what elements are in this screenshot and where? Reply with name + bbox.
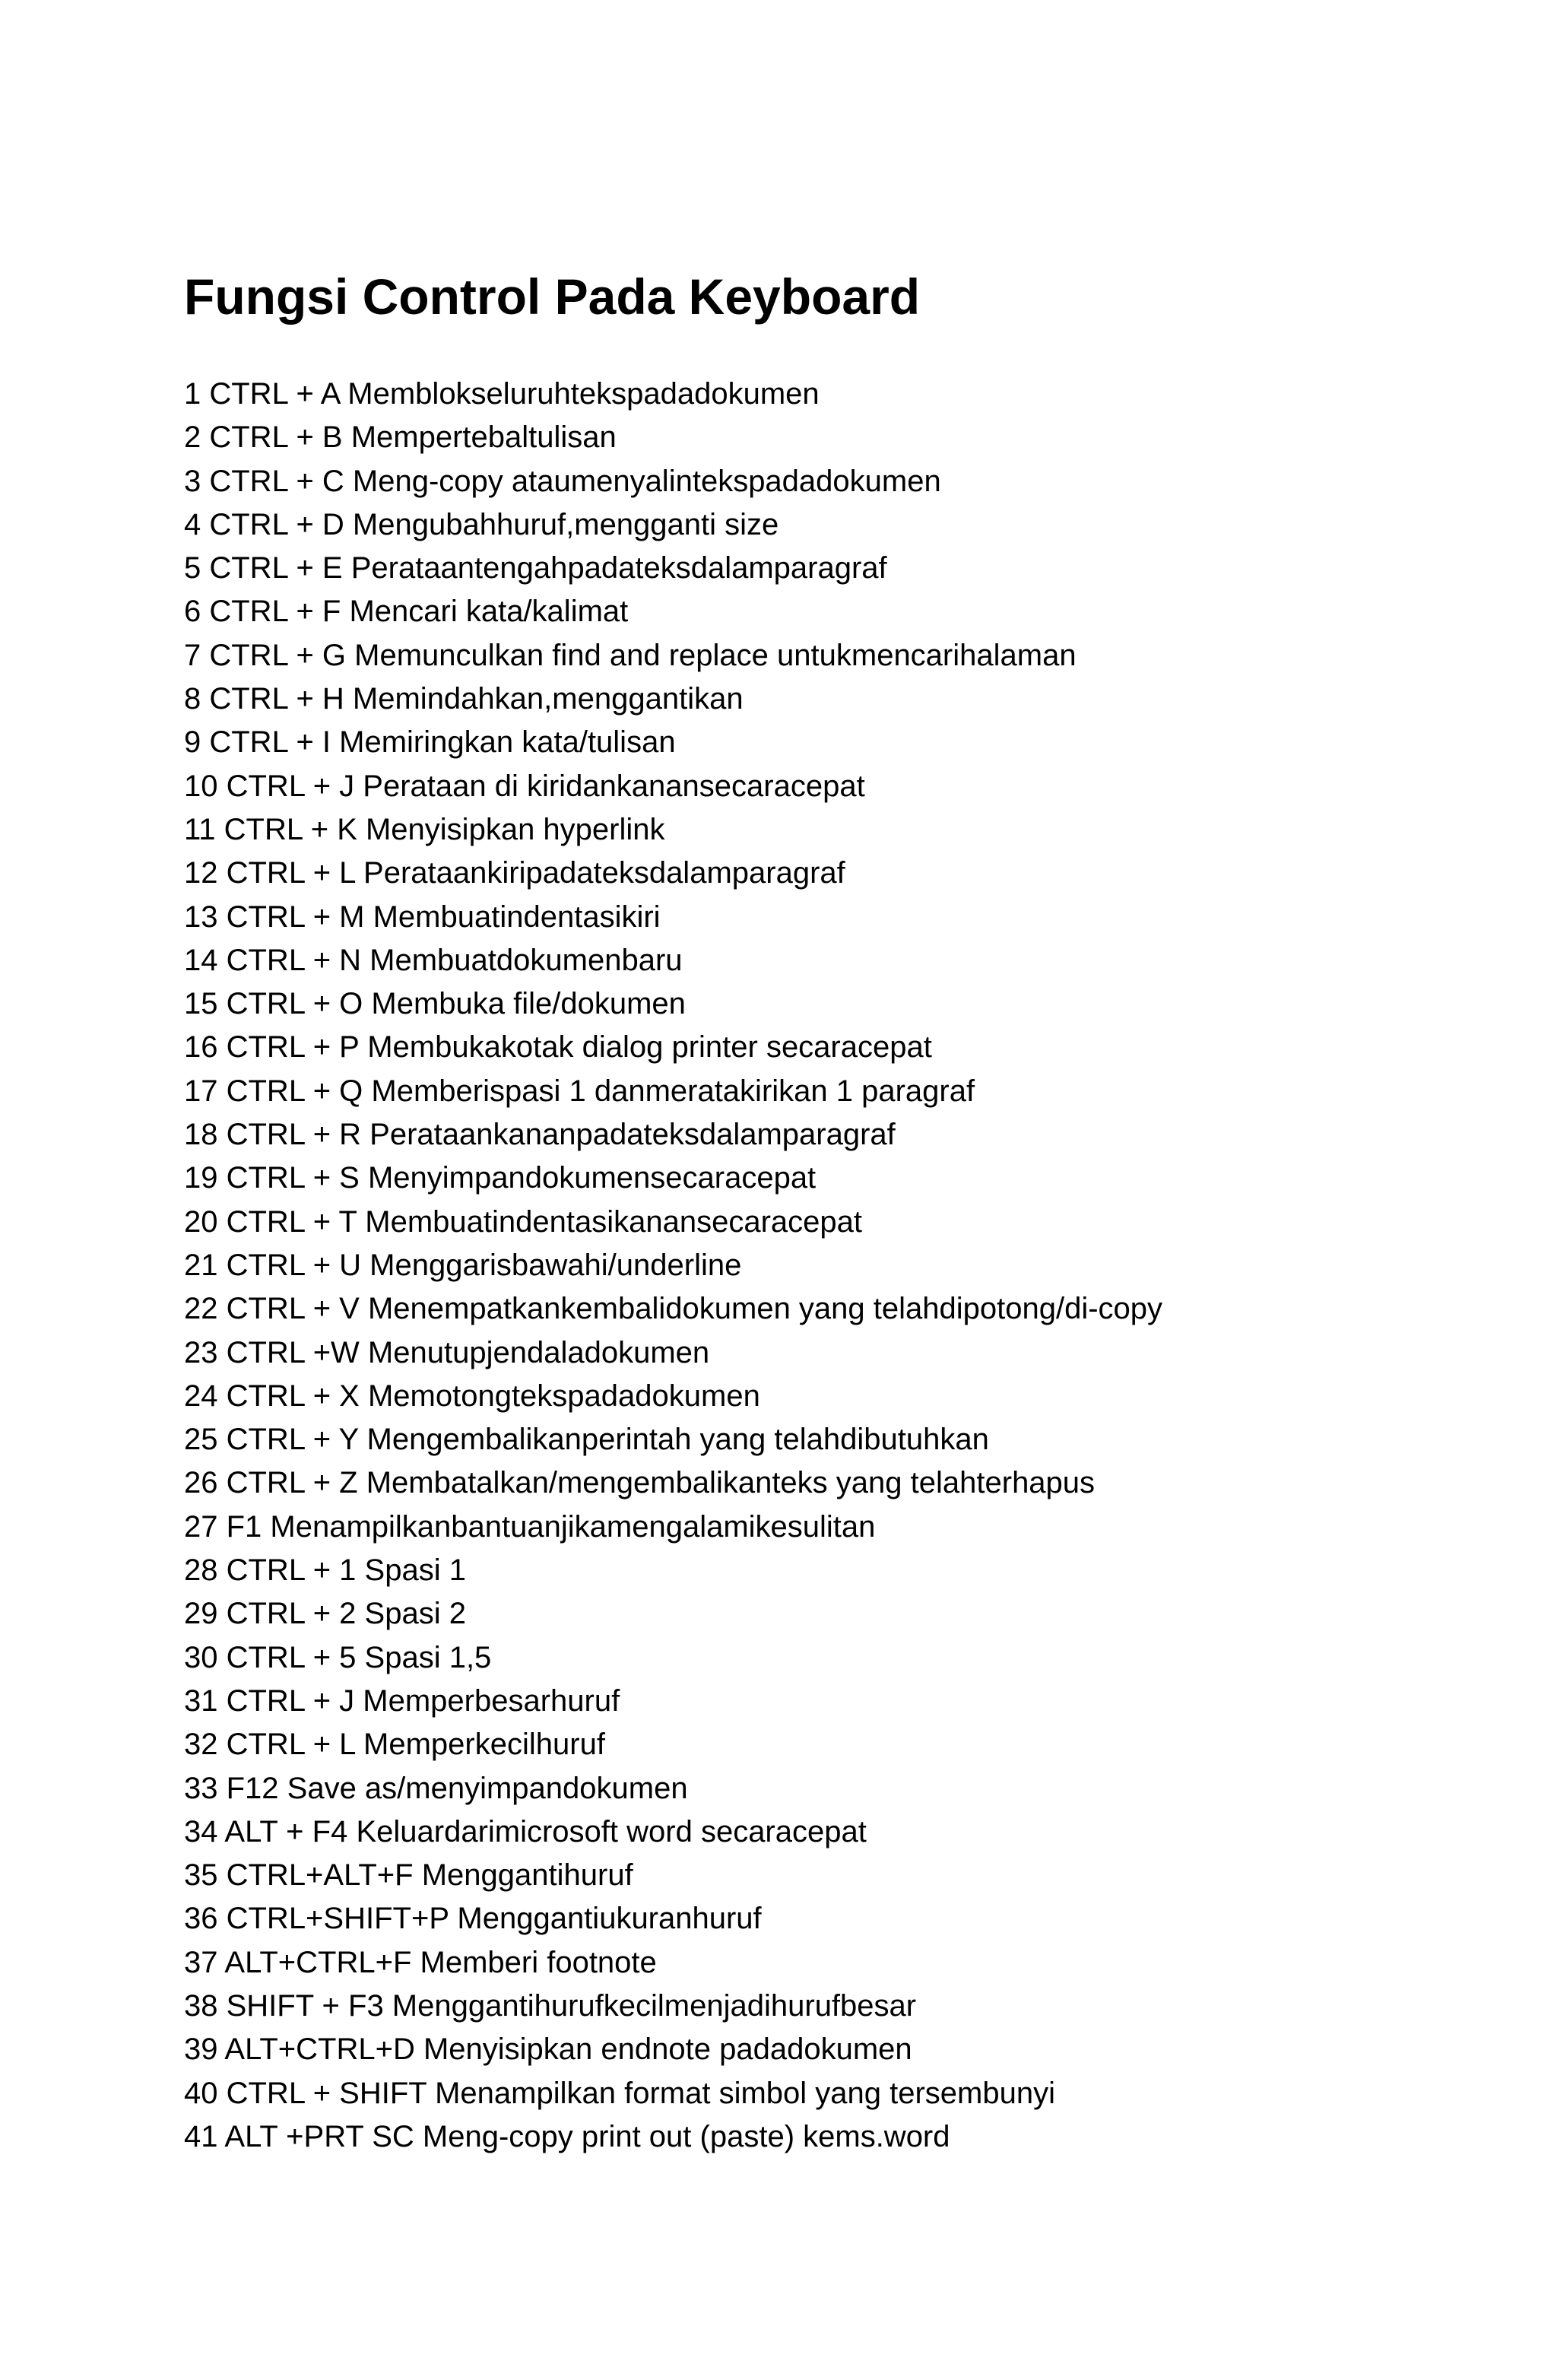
shortcut-line: 7 CTRL + G Memunculkan find and replace untukmencarihalaman <box>184 638 1077 672</box>
shortcut-line: 15 CTRL + O Membuka file/dokumen <box>184 987 686 1021</box>
shortcut-line: 18 CTRL + R Perataankananpadateksdalamparagraf <box>184 1118 896 1152</box>
shortcut-line: 30 CTRL + 5 Spasi 1,5 <box>184 1640 492 1674</box>
shortcut-line: 16 CTRL + P Membukakotak dialog printer secaracepat <box>184 1030 932 1065</box>
shortcut-line: 37 ALT+CTRL+F Memberi footnote <box>184 1945 657 1979</box>
shortcut-line: 9 CTRL + I Memiringkan kata/tulisan <box>184 725 676 760</box>
shortcut-line: 40 CTRL + SHIFT Menampilkan format simbol yang tersembunyi <box>184 2076 1055 2110</box>
shortcut-line: 11 CTRL + K Menyisipkan hyperlink <box>184 812 665 846</box>
shortcut-line: 24 CTRL + X Memotongtekspadadokumen <box>184 1379 760 1413</box>
shortcut-line: 2 CTRL + B Mempertebaltulisan <box>184 420 617 455</box>
shortcut-line: 31 CTRL + J Memperbesarhuruf <box>184 1683 620 1718</box>
shortcut-line: 12 CTRL + L Perataankiripadateksdalamparagraf <box>184 856 845 890</box>
shortcut-line: 41 ALT +PRT SC Meng-copy print out (paste) kems.word <box>184 2119 950 2153</box>
shortcut-line: 23 CTRL +W Menutupjendaladokumen <box>184 1335 710 1369</box>
shortcut-line: 36 CTRL+SHIFT+P Menggantiukuranhuruf <box>184 1902 762 1936</box>
shortcut-line: 3 CTRL + C Meng-copy ataumenyalintekspadadokumen <box>184 464 941 498</box>
shortcut-line: 21 CTRL + U Menggarisbawahi/underline <box>184 1248 742 1282</box>
shortcut-line: 13 CTRL + M Membuatindentasikiri <box>184 900 661 934</box>
shortcut-line: 35 CTRL+ALT+F Menggantihuruf <box>184 1858 633 1893</box>
shortcut-line: 32 CTRL + L Memperkecilhuruf <box>184 1728 605 1762</box>
shortcut-line: 14 CTRL + N Membuatdokumenbaru <box>184 943 683 977</box>
shortcut-line: 10 CTRL + J Perataan di kiridankanansecaracepat <box>184 769 865 803</box>
shortcut-line: 28 CTRL + 1 Spasi 1 <box>184 1553 466 1588</box>
shortcut-line: 8 CTRL + H Memindahkan,menggantikan <box>184 682 744 716</box>
shortcut-line: 38 SHIFT + F3 Menggantihurufkecilmenjadihurufbesar <box>184 1988 917 2023</box>
shortcut-line: 26 CTRL + Z Membatalkan/mengembalikanteks yang telahterhapus <box>184 1466 1096 1500</box>
shortcut-line: 22 CTRL + V Menempatkankembalidokumen yang telahdipotong/di-copy <box>184 1292 1163 1326</box>
shortcut-line: 4 CTRL + D Mengubahhuruf,mengganti size <box>184 507 779 541</box>
shortcut-line: 27 F1 Menampilkanbantuanjikamengalamikesulitan <box>184 1509 876 1544</box>
shortcut-line: 17 CTRL + Q Memberispasi 1 danmeratakirikan 1 paragraf <box>184 1074 975 1108</box>
shortcut-line: 29 CTRL + 2 Spasi 2 <box>184 1597 466 1631</box>
shortcut-line: 6 CTRL + F Mencari kata/kalimat <box>184 595 629 629</box>
shortcut-line: 39 ALT+CTRL+D Menyisipkan endnote padadokumen <box>184 2033 912 2067</box>
shortcut-line: 25 CTRL + Y Mengembalikanperintah yang telahdibutuhkan <box>184 1423 989 1457</box>
shortcut-line: 1 CTRL + A Memblokseluruhtekspadadokumen <box>184 377 820 411</box>
shortcut-line: 33 F12 Save as/menyimpandokumen <box>184 1771 688 1805</box>
page-title: Fungsi Control Pada Keyboard <box>184 268 921 325</box>
shortcut-list <box>184 373 1162 2159</box>
shortcut-line: 19 CTRL + S Menyimpandokumensecaracepat <box>184 1161 817 1195</box>
shortcut-line: 5 CTRL + E Perataantengahpadateksdalamparagraf <box>184 551 887 585</box>
shortcut-line: 20 CTRL + T Membuatindentasikanansecaracepat <box>184 1204 863 1239</box>
shortcut-line: 34 ALT + F4 Keluardarimicrosoft word secaracepat <box>184 1814 867 1848</box>
